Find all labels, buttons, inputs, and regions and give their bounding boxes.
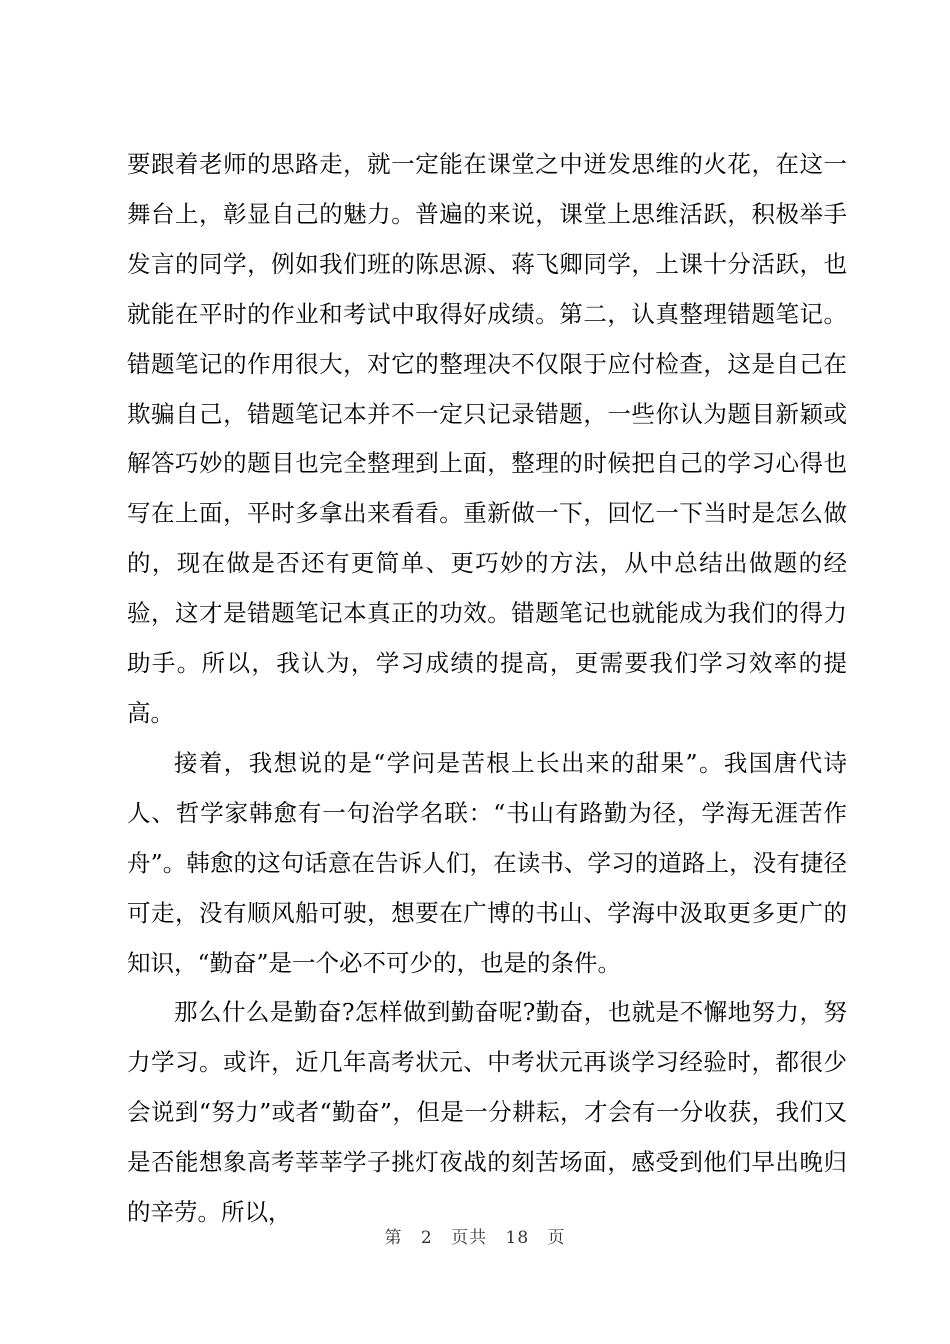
footer-middle: 页共 bbox=[451, 1228, 488, 1248]
paragraph-3: 那么什么是勤奋?怎样做到勤奋呢?勤奋，也就是不懈地努力，努力学习。或许，近几年高考状元、中考状元再谈学习经验时，都很少会说到“努力”或者“勤奋”，但是一分耕耘，才会有一分收获，我们又是否能想象高考莘莘学子挑灯夜战的刻苦场面，感受到他们早出晚归的辛劳。所以， bbox=[127, 998, 847, 1227]
footer-current-page: 2 bbox=[420, 1228, 433, 1248]
body-text bbox=[127, 140, 847, 1238]
footer-prefix: 第 bbox=[384, 1228, 403, 1248]
paragraph-1: 要跟着老师的思路走，就一定能在课堂之中迸发思维的火花，在这一舞台上，彰显自己的魅力。普遍的来说，课堂上思维活跃，积极举手发言的同学，例如我们班的陈思源、蒋飞卿同学，上课十分活跃，也就能在平时的作业和考试中取得好成绩。第二，认真整理错题笔记。错题笔记的作用很大，对它的整理决不仅限于应付检查，这是自己在欺骗自己，错题笔记本并不一定只记录错题，一些你认为题目新颖或解答巧妙的题目也完全整理到上面，整理的时候把自己的学习心得也写在上面，平时多拿出来看看。重新做一下，回忆一下当时是怎么做的，现在做是否还有更简单、更巧妙的方法，从中总结出做题的经验，这才是错题笔记本真正的功效。错题笔记也就能成为我们的得力助手。所以，我认为，学习成绩的提高，更需要我们学习效率的提高。 bbox=[127, 150, 847, 727]
page-footer bbox=[0, 1226, 950, 1250]
paragraph-2: 接着，我想说的是“学问是苦根上长出来的甜果”。我国唐代诗人、哲学家韩愈有一句治学名联：“书山有路勤为径，学海无涯苦作舟”。韩愈的这句话意在告诉人们，在读书、学习的道路上，没有捷径可走，没有顺风船可驶，想要在广博的书山、学海中汲取更多更广的知识，“勤奋”是一个必不可少的，也是的条件。 bbox=[127, 748, 847, 977]
footer-total-pages: 18 bbox=[505, 1228, 530, 1248]
footer-suffix: 页 bbox=[547, 1228, 566, 1248]
